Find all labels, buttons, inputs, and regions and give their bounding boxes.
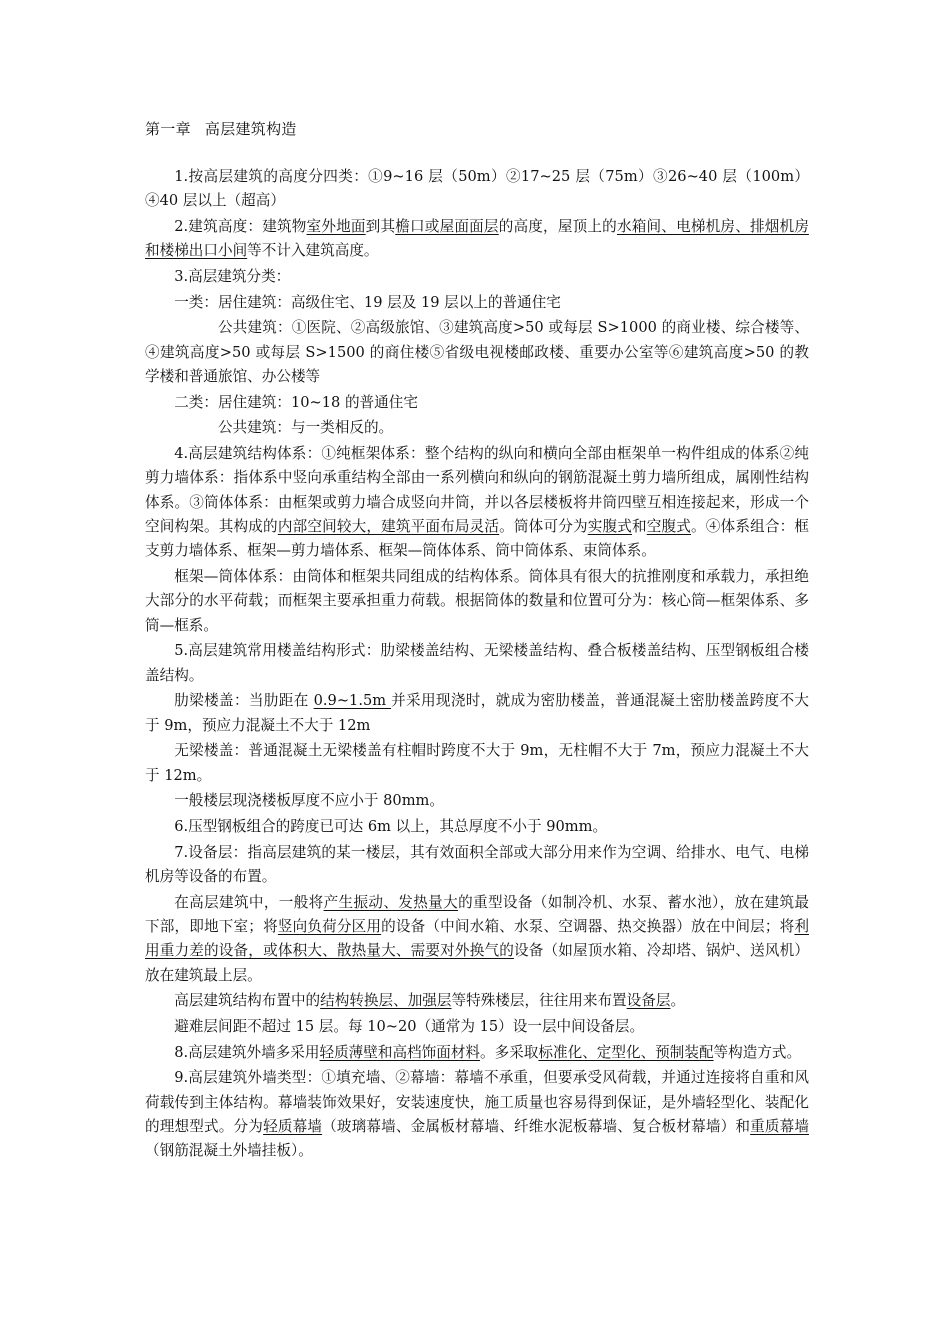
- paragraph-structural-systems: 4.高层建筑结构体系：①纯框架体系：整个结构的纵向和横向全部由框架单一构件组成的体系②纯剪力墙体系：指体系中竖向承重结构全部由一系列横向和纵向的钢筋混凝土剪力墙所组成，属刚性结构体系。③筒体体系：由框架或剪力墙合成竖向井筒，并以各层楼板将井筒四壁互相连接起来，形成一个空间构架。其构成的内部空间较大，建筑平面布局灵活。筒体可分为实腹式和空腹式。④体系组合：框支剪力墙体系、框架—剪力墙体系、框架—筒体体系、筒中筒体系、束筒体系。: [145, 444, 809, 560]
- paragraph-class-two-public: 公共建筑：与一类相反的。: [218, 419, 394, 437]
- document-body: [145, 165, 809, 1165]
- paragraph-class-one-residential: 一类：居住建筑：高级住宅、19 层及 19 层以上的普通住宅: [174, 293, 561, 311]
- paragraph-height-classes: 1.按高层建筑的高度分四类：①9~16 层（50m）②17~25 层（75m）③26~40 层（100m）④40 层以上（超高）: [145, 168, 809, 210]
- paragraph-steel-deck: 6.压型钢板组合的跨度已可达 6m 以上，其总厚度不小于 90mm。: [174, 818, 608, 835]
- paragraph-equipment-floor: 7.设备层：指高层建筑的某一楼层，其有效面积全部或大部分用来作为空调、给排水、电气、电梯机房等设备的布置。: [145, 843, 809, 885]
- paragraph-class-one-public: 公共建筑：①医院、②高级旅馆、③建筑高度>50 或每层 S>1000 的商业楼、综合楼等、④建筑高度>50 或每层 S>1500 的商住楼⑤省级电视楼邮政楼、重要办公室等⑥建筑高度>50 的教学楼和普通旅馆、办公楼等: [145, 319, 809, 385]
- paragraph-classification: 3.高层建筑分类：: [174, 268, 291, 285]
- paragraph-ribbed-floor: 肋梁楼盖：当肋距在 0.9~1.5m 并采用现浇时，就成为密肋楼盖，普通混凝土密肋楼盖跨度不大于 9m，预应力混凝土不大于 12m: [145, 692, 809, 734]
- paragraph-equipment-placement: 在高层建筑中，一般将产生振动、发热量大的重型设备（如制冷机、水泵、蓄水池），放在建筑最下部，即地下室；将竖向负荷分区用的设备（中间水箱、水泵、空调器、热交换器）放在中间层；将利用重力差的设备，或体积大、散热量大、需要对外换气的设备（如屋顶水箱、冷却塔、锅炉、送风机）放在建筑最上层。: [145, 893, 809, 984]
- chapter-number: 第一章: [145, 120, 191, 138]
- paragraph-frame-tube: 框架—筒体体系：由筒体和框架共同组成的结构体系。筒体具有很大的抗推刚度和承载力，承担绝大部分的水平荷载；而框架主要承担重力荷载。根据筒体的数量和位置可分为：核心筒—框架体系、多筒—框系。: [145, 568, 809, 634]
- paragraph-refuge-floor: 避难层间距不超过 15 层。每 10~20（通常为 15）设一层中间设备层。: [174, 1018, 645, 1035]
- paragraph-building-height: 2.建筑高度：建筑物室外地面到其檐口或屋面面层的高度，屋顶上的水箱间、电梯机房、排烟机房和楼梯出口小间等不计入建筑高度。: [145, 218, 809, 260]
- paragraph-exterior-wall: 8.高层建筑外墙多采用轻质薄壁和高档饰面材料。多采取标准化、定型化、预制装配等构造方式。: [174, 1043, 802, 1061]
- chapter-title: [145, 118, 297, 139]
- paragraph-flat-slab: 无梁楼盖：普通混凝土无梁楼盖有柱帽时跨度不大于 9m，无柱帽不大于 7m，预应力混凝土不大于 12m。: [145, 742, 809, 784]
- paragraph-floor-systems: 5.高层建筑常用楼盖结构形式：肋梁楼盖结构、无梁楼盖结构、叠合板楼盖结构、压型钢板组合楼盖结构。: [145, 642, 809, 684]
- paragraph-transfer-floor: 高层建筑结构布置中的结构转换层、加强层等特殊楼层，往往用来布置设备层。: [174, 992, 686, 1010]
- paragraph-slab-thickness: 一般楼层现浇楼板厚度不应小于 80mm。: [174, 792, 444, 810]
- paragraph-wall-types: 9.高层建筑外墙类型：①填充墙、②幕墙：幕墙不承重，但要承受风荷载，并通过连接将自重和风荷载传到主体结构。幕墙装饰效果好，安装速度快，施工质量也容易得到保证，是外墙轻型化、装配化的理想型式。分为轻质幕墙（玻璃幕墙、金属板材幕墙、纤维水泥板幕墙、复合板材幕墙）和重质幕墙（钢筋混凝土外墙挂板）。: [145, 1069, 809, 1160]
- paragraph-class-two-residential: 二类：居住建筑：10~18 的普通住宅: [174, 393, 418, 411]
- chapter-name: 高层建筑构造: [204, 120, 297, 138]
